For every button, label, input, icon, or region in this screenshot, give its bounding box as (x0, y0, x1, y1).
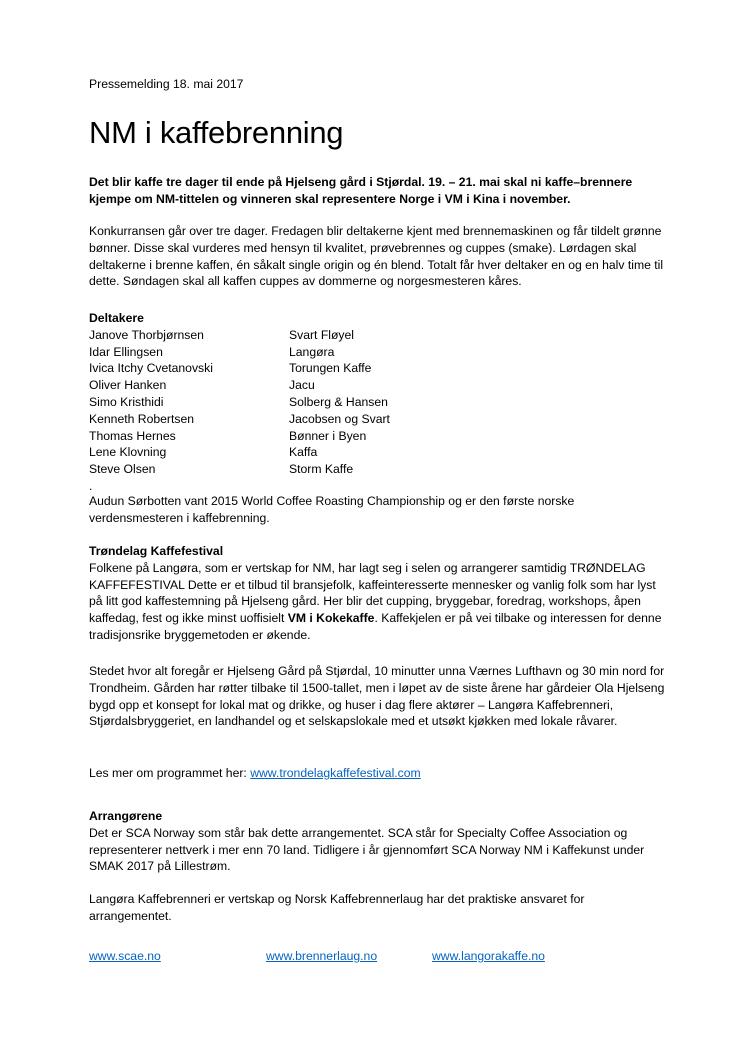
participant-row (89, 444, 669, 461)
participant-row (89, 394, 669, 411)
participant-name: Kenneth Robertsen (89, 411, 195, 426)
participant-name: Janove Thorbjørnsen (89, 327, 204, 342)
participant-company: Storm Kaffe (289, 462, 354, 477)
read-more-line (89, 765, 669, 782)
intro-paragraph: Konkurransen går over tre dager. Fredagen blir deltakerne kjent med brennemaskinen og får tildelt grønne bønner. Disse skal vurderes med hensyn til kvalitet, prøvebrennes og cuppes (smake). Lørdagen skal deltakerne i brenne kaffen, én såkalt single origin og én blend. Totalt får hver deltaker en og en halv time til dette. Søndagen skal all kaffen cuppes av dommerne og norgesmesteren kåres. (89, 224, 664, 289)
dateline: Pressemelding 18. mai 2017 (89, 77, 244, 91)
participants-section (89, 310, 669, 478)
footer-links (89, 948, 669, 965)
participant-company: Langøra (289, 344, 335, 359)
participant-name: Simo Kristhidi (89, 394, 164, 409)
participant-row (89, 428, 669, 445)
festival-paragraph (89, 560, 669, 644)
participant-row (89, 327, 669, 344)
organizers-section (89, 808, 669, 875)
participant-company: Jacu (289, 378, 315, 393)
participants-list (89, 327, 669, 478)
langorakaffe-link[interactable]: www.langorakaffe.no (432, 949, 545, 963)
festival-text-before: Folkene på Langøra, som er vertskap for NM, har lagt seg i selen og arrangerer samtidig TRØNDELAG KAFFEFESTIVAL Dette er et tilbud til bransjefolk, kaffeinteresserte mennesker og vanlig folk som har lyst på litt god kaffestemning på Hjelseng gård. Her blir det cupping, bryggebar, foredrag, workshops, åpen kaffedag, fest og ikke minst uoffisielt (89, 560, 656, 626)
scae-link[interactable]: www.scae.no (89, 949, 161, 963)
audun-paragraph: Audun Sørbotten vant 2015 World Coffee Roasting Championship og er den første norske verdensmesteren i kaffebrenning. (89, 494, 575, 525)
participant-name: Idar Ellingsen (89, 344, 163, 359)
participant-name: Lene Klovning (89, 445, 167, 460)
host-paragraph: Langøra Kaffebrenneri er vertskap og Norsk Kaffebrennerlaug har det praktiske ansvaret for arrangementet. (89, 892, 585, 923)
festival-text-after: . Kaffekjelen er på vei tilbake og interessen for denne tradisjonsrike bryggemetoden er økende. (89, 611, 662, 642)
participant-name: Thomas Hernes (89, 428, 176, 443)
lead-paragraph: Det blir kaffe tre dager til ende på Hjelseng gård i Stjørdal. 19. – 21. mai skal ni kaffe–brennere kjempe om NM-tittelen og vinneren skal representere Norge i VM i Kina i november. (89, 175, 633, 206)
participants-heading: Deltakere (89, 311, 144, 325)
participant-name: Ivica Itchy Cvetanovski (89, 361, 213, 376)
trailing-dot: . (89, 479, 93, 493)
page-title: NM i kaffebrenning (89, 115, 344, 150)
participant-company: Bønner i Byen (289, 428, 367, 443)
organizers-heading: Arrangørene (89, 809, 163, 823)
participant-company: Torungen Kaffe (289, 361, 372, 376)
participant-company: Solberg & Hansen (289, 394, 388, 409)
read-more-prefix: Les mer om programmet her: (89, 766, 251, 780)
participant-name: Oliver Hanken (89, 378, 167, 393)
festival-website-link[interactable]: www.trondelagkaffefestival.com (250, 766, 421, 780)
location-paragraph: Stedet hvor alt foregår er Hjelseng Gård på Stjørdal, 10 minutter unna Værnes Lufthavn og 30 min nord for Trondheim. Gården har røtter tilbake til 1500-tallet, men i løpet av de siste årene har gårdeier Ola Hjelseng bygd opp et konsept for lokal mat og drikke, og huser i dag flere aktører – Langøra Kaffebrenneri, Stjørdalsbryggeriet, en landhandel og et selskapslokale med et utsøkt kjøkken med lokale råvarer. (89, 664, 665, 729)
organizers-paragraph: Det er SCA Norway som står bak dette arrangementet. SCA står for Specialty Coffee Association og representerer nettverk i mer enn 70 land. Tidligere i år gjennomført SCA Norway NM i Kaffekunst under SMAK 2017 på Lillestrøm. (89, 825, 645, 874)
participant-row (89, 461, 669, 478)
participant-company: Kaffa (289, 445, 318, 460)
participant-row (89, 360, 669, 377)
participant-row (89, 377, 669, 394)
participant-name: Steve Olsen (89, 462, 156, 477)
brennerlaug-link[interactable]: www.brennerlaug.no (266, 949, 378, 963)
participant-row (89, 344, 669, 361)
participant-company: Svart Fløyel (289, 327, 355, 342)
participant-row (89, 411, 669, 428)
festival-section (89, 543, 669, 644)
participant-company: Jacobsen og Svart (289, 411, 390, 426)
festival-text-bold: VM i Kokekaffe (287, 611, 375, 626)
festival-heading: Trøndelag Kaffefestival (89, 544, 224, 558)
